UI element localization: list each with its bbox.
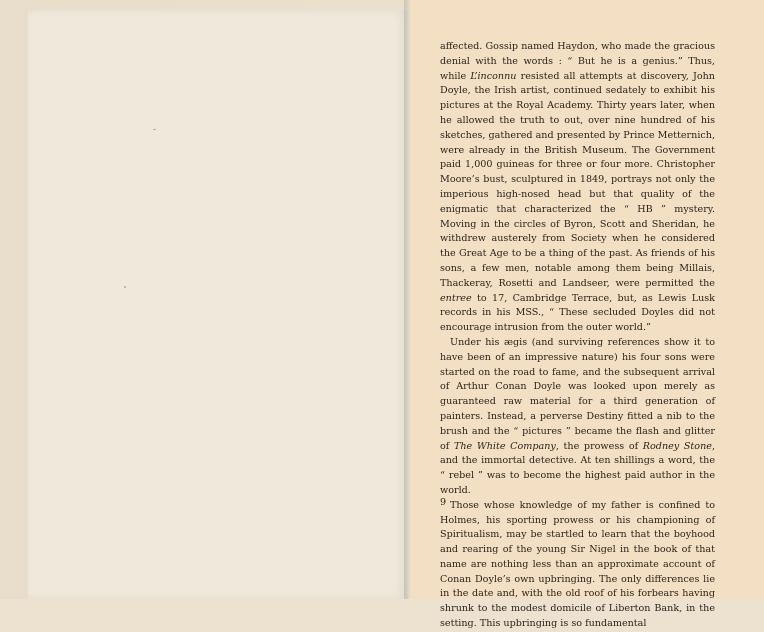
text-run: affected. Gossip named Haydon, who made the gracious denial with the words : “ But he is a genius.” Thus, while — [440, 41, 715, 82]
text-run: , the prowess of — [555, 440, 643, 452]
text-run: , and the immortal detective. At ten shillings a word, the “ rebel ” was to become the highest paid author in the world. — [440, 440, 715, 496]
page-number: 9 — [440, 497, 447, 508]
paragraph — [440, 499, 715, 632]
italic-text: Rodney Stone — [642, 440, 712, 452]
paper-speck — [124, 286, 126, 288]
paragraph — [440, 336, 715, 499]
body-text — [440, 40, 715, 632]
paragraph — [440, 40, 715, 336]
paper-speck — [153, 129, 156, 130]
text-run: Under his ægis (and surviving references show it to have been of an impressive nature) his four sons were started on the road to fame, and the subsequent arrival of Arthur Conan Doyle was looked upon merely as guaranteed raw material for a third generation of painters. Instead, a perverse Destiny fitted a nib to the brush and the “ pictures ” became the flash and glitter of — [440, 336, 715, 452]
left-blank-page — [28, 10, 408, 599]
text-run: to 17, Cambridge Terrace, but, as Lewis Lusk records in his MSS., “ These secluded Doyles did not encourage intrusion from the outer world.” — [440, 292, 715, 334]
italic-text: entree — [440, 292, 472, 304]
italic-text: L’inconnu — [470, 70, 517, 82]
text-run: Those whose knowledge of my father is confined to Holmes, his sporting prowess or his championing of Spiritualism, may be startled to learn that the boyhood and rearing of the young Sir Nigel in the book of that name are nothing less than an approximate account of Conan Doyle’s own upbringing. The only differences lie in the date and, with the old roof of his forbears having shrunk to the modest domicile of Liberton Bank, in the setting. This upbringing is so fundamental — [440, 499, 715, 630]
text-run: resisted all attempts at discovery, John Doyle, the Irish artist, continued sedately to exhibit his pictures at the Royal Academy. Thirty years later, when he allowed the truth to out, over nine hundred of his sketches, gathered and presented by Prince Metternich, were already in the British Museum. The Government paid 1,000 guineas for three or four more. Christopher Moore’s bust, sculptured in 1849, portrays not only the imperious high-nosed head but that quality of the enigmatic that characterized the “ HB ” mystery. Moving in the circles of Byron, Scott and Sheridan, he withdrew austerely from Society when he considered the Great Age to be a thing of the past. As friends of his sons, a few men, notable among them being Millais, Thackeray, Rosetti and Landseer, were permitted the — [440, 70, 715, 289]
italic-text: The White Company — [453, 440, 556, 452]
